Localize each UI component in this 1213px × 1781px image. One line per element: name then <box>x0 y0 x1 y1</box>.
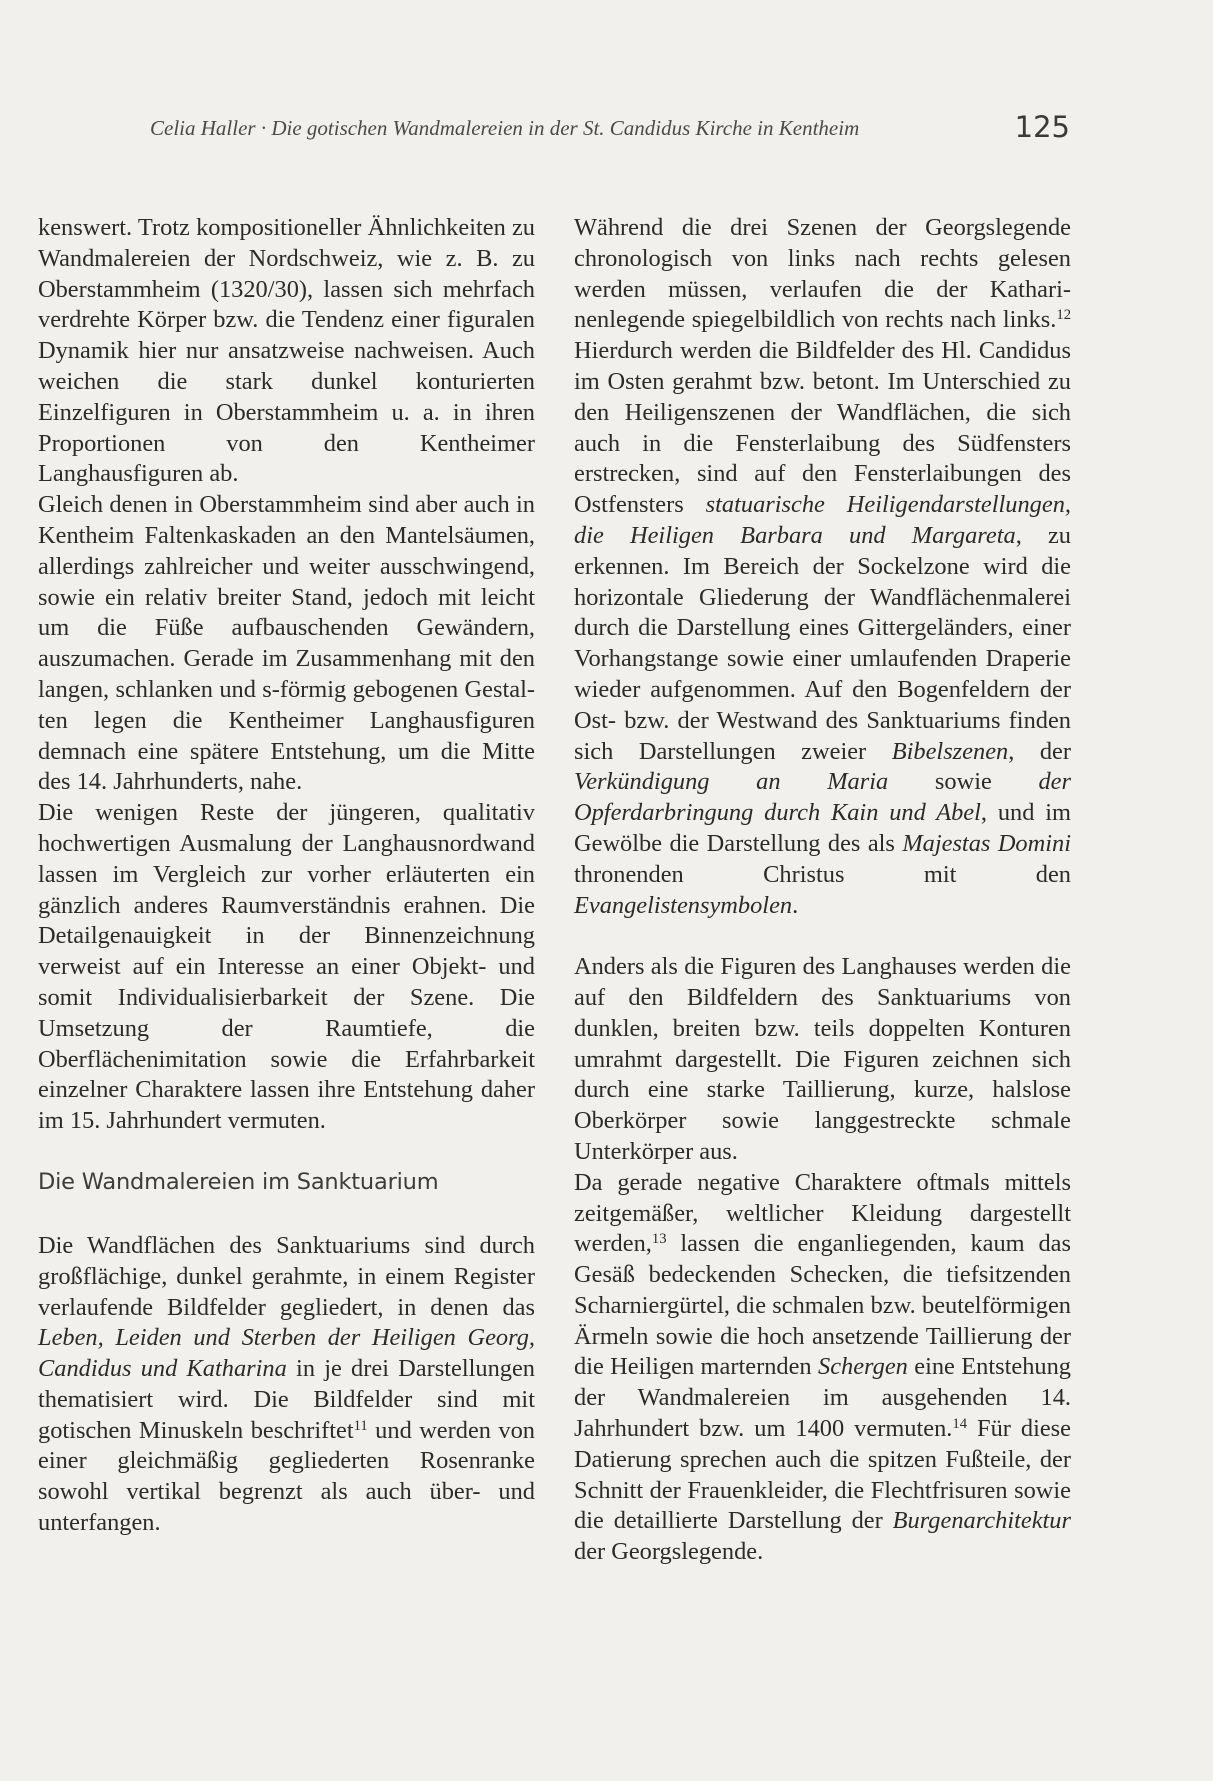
italic-phrase: Majestas Domini <box>902 829 1071 857</box>
right-column <box>574 213 1071 1568</box>
paragraph: Da gerade negative Charaktere oftmals mittels zeitgemäßer, weltlicher Kleidung dargestellt werden,$^{13}$ lassen die enganliegenden, kaum das Gesäß bedeckenden Schecken, die tiefsitzenden Scharniergürtel, die schmalen bzw. beutelförmigen Ärmeln sowie die hoch ansetzende Taillierung der die Heiligen marternden Schergen eine Entstehung der Wandmalereien im ausgehenden 14. Jahrhundert bzw. um 1400 vermuten.$^{14}$ Für diese Datierung sprechen auch die spitzen Fußteile, der Schnitt der Frauenkleider, die Flechtfrisuren sowie die detaillierte Darstellung der Burgenarchitektur der Georgslegende. <box>574 1168 1071 1566</box>
paragraph: Die Wandflächen des Sanktuariums sind durch großflächige, dunkel gerahmte, in einem Register verlaufende Bildfelder gegliedert, in denen das Leben, Leiden und Sterben der Heiligen Georg, Candidus und Katharina in je drei Darstellungen thematisiert wird. Die Bildfelder sind mit gotischen Minuskeln beschriftet$^{11}$ und werden von einer gleichmäßig gegliederten Rosenranke sowohl vertikal begrenzt als auch über- und unterfangen. <box>38 1231 535 1537</box>
italic-phrase: statuarische Heiligendarstellungen, die Heiligen Barbara und Margareta <box>574 491 1071 549</box>
section-heading: Die Wandmalereien im Sanktuarium <box>38 1168 439 1195</box>
italic-phrase: Verkündigung an Maria <box>574 768 889 796</box>
paragraph: Anders als die Figuren des Langhauses werden die auf den Bildfeldern des Sanktuariums von dunklen, breiten bzw. teils doppelten Konturen umrahmt dargestellt. Die Figuren zeichnen sich durch eine starke Taillierung, kurze, halslose Oberkörper sowie langgestreckte schmale Unterkörper aus. <box>574 953 1071 1165</box>
paragraph: Gleich denen in Oberstammheim sind aber auch in Kentheim Faltenkaskaden an den Mantelsäumen, allerdings zahlreicher und weiter ausschwingend, sowie ein relativ breiter Stand, jedoch mit leicht um die Füße aufbauschenden Gewändern, auszumachen. Gerade im Zusammenhang mit den langen, schlanken und s-förmig gebogenen Gestalten legen die Kentheimer Langhausfiguren demnach eine spätere Entstehung, um die Mitte des 14. Jahrhunderts, nahe. <box>38 491 535 796</box>
paragraph-gap <box>574 921 1071 952</box>
footnote-marker: 13 <box>651 1231 667 1248</box>
italic-phrase: Evangelistensymbolen <box>574 891 793 919</box>
italic-phrase: Leben, Leiden und Sterben der Heiligen Georg, Candidus und Katharina <box>38 1324 535 1383</box>
page-header <box>150 110 1070 146</box>
page-number: 125 <box>1014 110 1070 144</box>
paragraph: Während die drei Szenen der Georgslegende chronologisch von links nach rechts gelesen werden müssen, verlaufen die der Katharinenlegende spiegelbildlich von rechts nach links.$^{12}$ Hierdurch werden die Bildfelder des Hl. Candidus im Osten gerahmt bzw. betont. Im Unterschied zu den Heiligenszenen der Wandflächen, die sich auch in die Fensterlaibung des Südfensters erstrecken, sind auf den Fensterlaibungen des Ostfensters statuarische Heiligendarstellungen, die Heiligen Barbara und Margareta, zu erkennen. Im Bereich der Sockelzone wird die horizontale Gliederung der Wandflächenmalerei durch die Darstellung eines Gittergeländers, einer Vorhangstange sowie einer umlaufenden Draperie wieder aufgenommen. Auf den Bogenfeldern der Ost- bzw. der Westwand des Sanktuariums finden sich Darstellungen zweier Bibelszenen, der Verkündigung an Maria sowie der Opferdarbringung durch Kain und Abel, und im Gewölbe die Darstellung des als Majestas Domini thronenden Christus mit den Evangelistensymbolen. <box>574 214 1071 919</box>
italic-phrase: der Opferdarbringung durch Kain und Abel <box>574 768 1071 827</box>
italic-phrase: Bibelszenen <box>891 737 1009 765</box>
paragraph: Die wenigen Reste der jüngeren, qualitativ hochwertigen Ausmalung der Langhausnordwand lassen im Vergleich zur vorher erläuterten ein gänzlich anderes Raumverständnis erahnen. Die Detailgenauigkeit in der Binnenzeichnung verweist auf ein Interesse an einer Objekt- und somit Individualisierbarkeit der Szene. Die Umsetzung der Raumtiefe, die Oberflächenimitation sowie die Erfahrbarkeit einzelner Charaktere lassen ihre Entstehung daher im 15. Jahrhundert vermuten. <box>38 799 535 1135</box>
footnote-marker: 11 <box>353 1417 368 1434</box>
footnote-marker: 12 <box>1056 307 1071 324</box>
paragraph: kenswert. Trotz kompositioneller Ähnlichkeiten zu Wandmalereien der Nordschweiz, wie z. B. zu Oberstammheim (1320/30), lassen sich mehrfach verdrehte Körper bzw. die Tendenz einer figuralen Dynamik hier nur ansatzweise nachweisen. Auch weichen die stark dunkel konturierten Einzelfiguren in Oberstammheim u. a. in ihren Proportionen von den Kentheimer Langhausfiguren ab. <box>38 214 535 488</box>
italic-phrase: Burgenarchitektur <box>892 1507 1071 1535</box>
italic-phrase: Schergen <box>818 1353 908 1381</box>
running-head: Celia Haller · Die gotischen Wandmalereien in der St. Candidus Kirche in Kentheim <box>150 116 860 140</box>
left-column <box>38 213 535 1539</box>
footnote-marker: 14 <box>952 1416 968 1433</box>
